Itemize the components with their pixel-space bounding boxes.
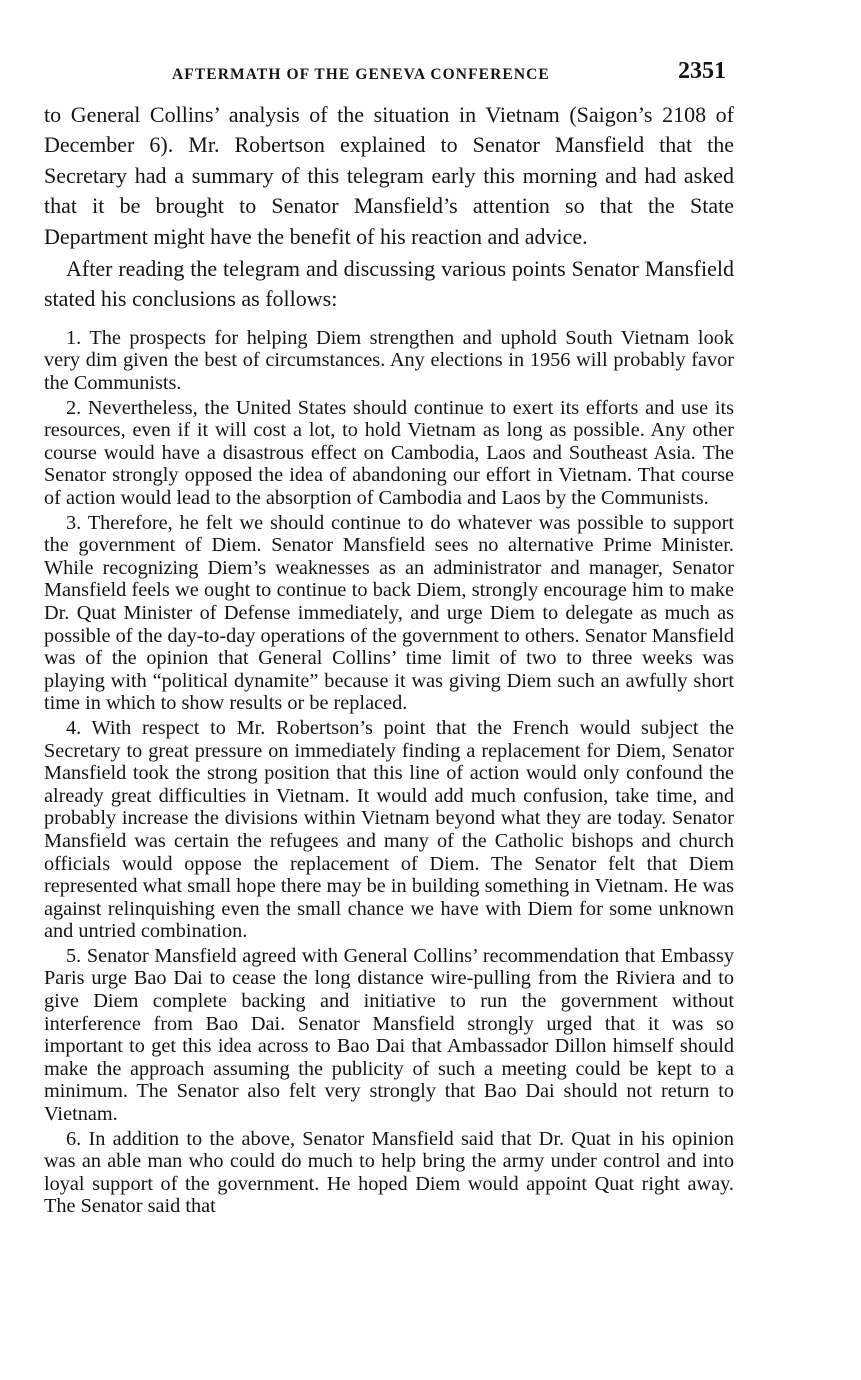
opening-paragraph: to General Collins’ analysis of the situation in Vietnam (Saigon’s 2108 of December 6). Mr. Robertson explained to Senator Mansfield that the Secretary had a summary of this telegram early this morning and had asked that it be brought to Senator Mansfield’s attention so that the State Department might have the benefit of his reaction and advice. (44, 102, 734, 249)
running-title: AFTERMATH OF THE GENEVA CONFERENCE (172, 66, 550, 83)
document-page (44, 58, 734, 1220)
conclusions-list (44, 327, 734, 1218)
conclusion-item-6: 6. In addition to the above, Senator Mansfield said that Dr. Quat in his opinion was an able man who could do much to help bring the army under control and into loyal support of the government. He hoped Diem would appoint Quat right away. The Senator said that (44, 1127, 734, 1218)
lead-text (44, 100, 734, 315)
conclusion-item-4: 4. With respect to Mr. Robertson’s point that the French would subject the Secretary to great pressure on immediately finding a replacement for Diem, Senator Mansfield took the strong position that this line of action would only confound the already great difficulties in Vietnam. It would add much confusion, take time, and probably increase the divisions within Vietnam beyond what they are today. Senator Mansfield was certain the refugees and many of the Catholic bishops and church officials would oppose the replacement of Diem. The Senator felt that Diem represented what small hope there may be in building something in Vietnam. He was against relinquishing even the small chance we have with Diem for some unknown and untried combination. (44, 716, 734, 943)
running-head (44, 58, 734, 100)
conclusion-item-1: 1. The prospects for helping Diem strengthen and uphold South Vietnam look very dim given the best of circumstances. Any elections in 1956 will probably favor the Communists. (44, 326, 734, 395)
conclusion-item-3: 3. Therefore, he felt we should continue to do whatever was possible to support the government of Diem. Senator Mansfield sees no alternative Prime Minister. While recognizing Diem’s weaknesses as an administrator and manager, Senator Mansfield feels we ought to continue to back Diem, strongly encourage him to make Dr. Quat Minister of Defense immediately, and urge Diem to delegate as much as possible of the day-to-day operations of the government to others. Senator Mansfield was of the opinion that General Collins’ time limit of two to three weeks was playing with “political dynamite” because it was giving Diem such an awfully short time in which to show results or be replaced. (44, 511, 734, 715)
intro-paragraph: After reading the telegram and discussing various points Senator Mansfield stated his conclusions as follows: (44, 256, 734, 312)
conclusion-item-2: 2. Nevertheless, the United States should continue to exert its efforts and use its resources, even if it will cost a lot, to hold Vietnam as long as possible. Any other course would have a disastrous effect on Cambodia, Laos and Southeast Asia. The Senator strongly opposed the idea of abandoning our effort in Vietnam. That course of action would lead to the absorption of Cambodia and Laos by the Communists. (44, 396, 734, 509)
page-number: 2351 (678, 58, 726, 84)
conclusion-item-5: 5. Senator Mansfield agreed with General Collins’ recommendation that Embassy Paris urge Bao Dai to cease the long distance wire-pulling from the Riviera and to give Diem complete backing and initiative to run the government without interference from Bao Dai. Senator Mansfield strongly urged that it was so important to get this idea across to Bao Dai that Ambassador Dillon himself should make the approach assuming the publicity of such a meeting could be kept to a minimum. The Senator also felt very strongly that Bao Dai should not return to Vietnam. (44, 944, 734, 1126)
